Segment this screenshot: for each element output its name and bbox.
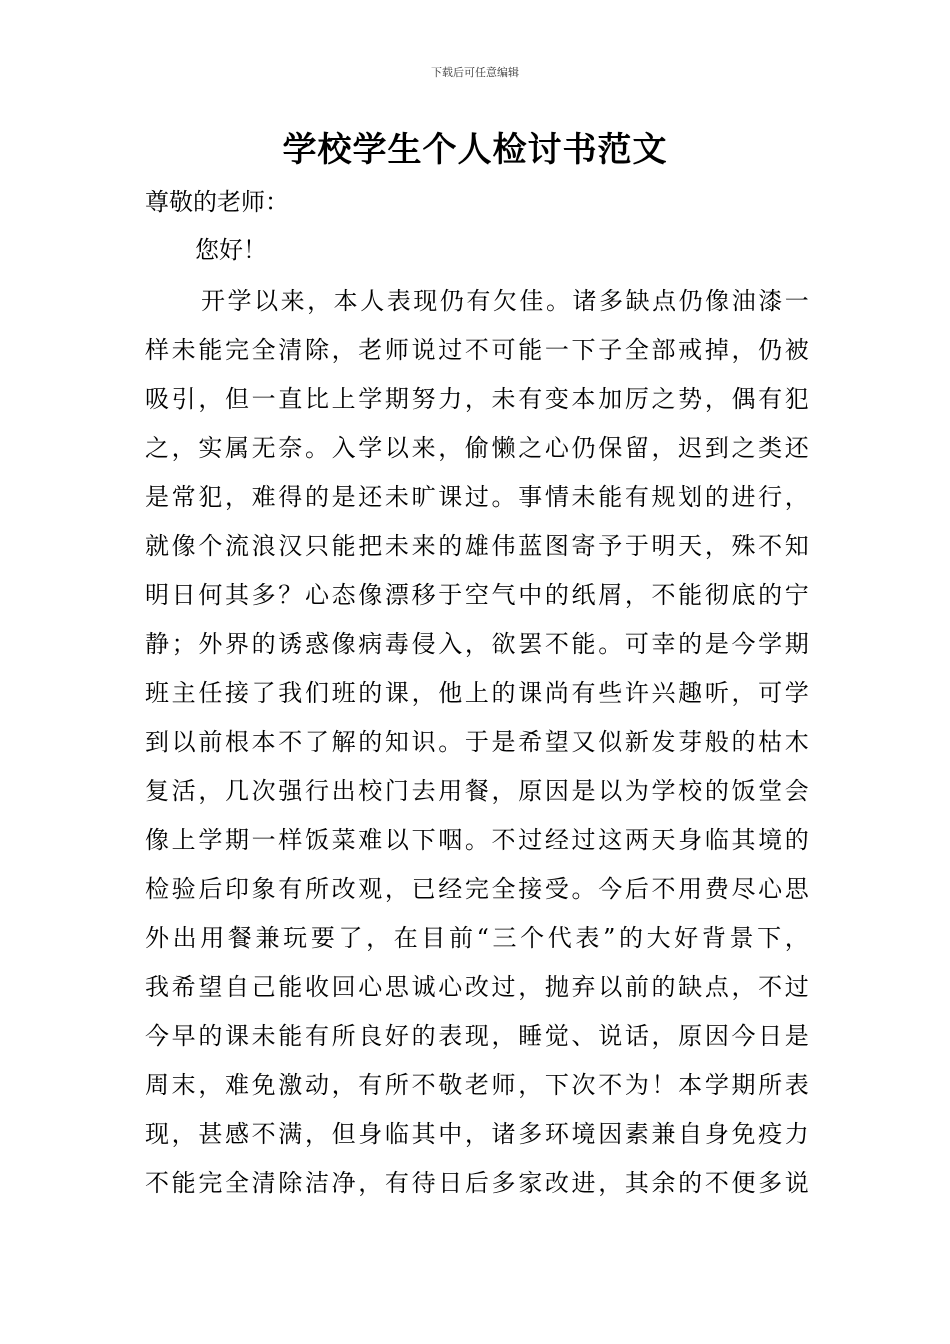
body-line: 开学以来，本人表现仍有欠佳。诸多缺点仍像油漆一 xyxy=(201,287,809,315)
body-line: 就像个流浪汉只能把未来的雄伟蓝图寄予于明天，殊不知 xyxy=(145,532,809,560)
salutation: 尊敬的老师： xyxy=(145,188,289,216)
body-line: 复活，几次强行出校门去用餐，原因是以为学校的饭堂会 xyxy=(145,777,809,805)
body-line: 到以前根本不了解的知识。于是希望又似新发芽般的枯木 xyxy=(145,728,809,756)
body-line: 不能完全清除洁净，有待日后多家改进，其余的不便多说 xyxy=(145,1169,809,1197)
greeting: 您好！ xyxy=(195,236,267,264)
body-line: 外出用餐兼玩要了，在目前“三个代表”的大好背景下， xyxy=(145,924,809,952)
body-line: 样未能完全清除，老师说过不可能一下子全部戒掉，仍被 xyxy=(145,336,809,364)
body-line: 今早的课未能有所良好的表现，睡觉、说话，原因今日是 xyxy=(145,1022,809,1050)
body-paragraph xyxy=(145,279,809,1210)
body-line: 现，甚感不满，但身临其中，诸多环境因素兼自身免疫力 xyxy=(145,1120,809,1148)
body-line: 吸引，但一直比上学期努力，未有变本加厉之势，偶有犯 xyxy=(145,385,809,413)
body-line: 班主任接了我们班的课，他上的课尚有些许兴趣听，可学 xyxy=(145,679,809,707)
body-line: 我希望自己能收回心思诚心改过，抛弃以前的缺点，不过 xyxy=(145,973,809,1001)
body-line: 之，实属无奈。入学以来，偷懒之心仍保留，迟到之类还 xyxy=(145,434,809,462)
body-line: 是常犯，难得的是还未旷课过。事情未能有规划的进行， xyxy=(145,483,809,511)
document-title: 学校学生个人检讨书范文 xyxy=(282,130,668,170)
body-line: 明日何其多？心态像漂移于空气中的纸屑，不能彻底的宁 xyxy=(145,581,809,609)
header-note: 下载后可任意编辑 xyxy=(431,66,519,79)
body-line: 检验后印象有所改观，已经完全接受。今后不用费尽心思 xyxy=(145,875,809,903)
body-line: 周末，难免激动，有所不敬老师，下次不为！本学期所表 xyxy=(145,1071,809,1099)
body-line: 像上学期一样饭菜难以下咽。不过经过这两天身临其境的 xyxy=(145,826,809,854)
body-line: 静；外界的诱惑像病毒侵入，欲罢不能。可幸的是今学期 xyxy=(145,630,809,658)
